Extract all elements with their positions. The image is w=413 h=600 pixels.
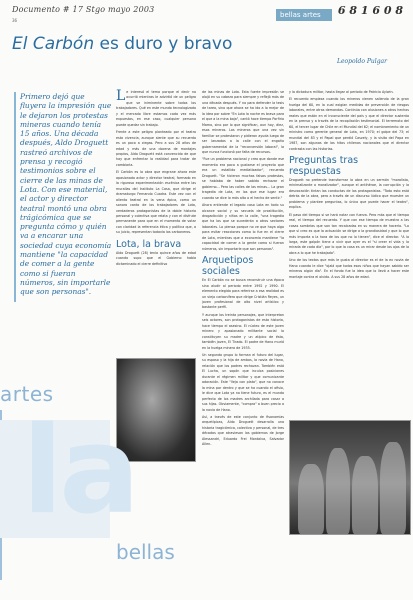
- cast-photo: [289, 420, 411, 535]
- article-title: [12, 34, 232, 54]
- paragraph: Le interesó el tema porque el decir no ocurrió mientras le advirtió de un peligro que se iniminente sobre todos los trabajadores. Qué en este mundo tecnologizado y el mercado libre estamos cada vez más expuestos, en ese caso, cualquier persona puede quedar sin trabajo.: [116, 88, 196, 127]
- decor-bellas: bellas: [116, 540, 175, 564]
- paragraph: El Carbón es la obra que engrane ahora este apasionado actor y director teatral, formado en la rigurosa experimentación escénica entre las murallas del Instituto La Casa, que dirige el dramaturgo Fernando Cuadra. Este vez con el aliento teatral en la vena épica, como un sonoro canto de los trabajadores de Lota, verdaderos protagonistas de la doble historia personal y colectiva que relata y con el disfrute permanente para que en el momento de votar con claridad la referencia ética y política que, a su juicio, representan todavía los carboneros.: [116, 170, 196, 235]
- pull-quote-rule: [14, 92, 16, 302]
- paragraph: Droguett no pretende transformar la obra en un sermón "moralista, minimalizante o moralizador", aunque el antihéroe, la corrupción y la desvocación tintan las conductas de los protagonistas. "Todo esto está detrás de la obra, pero a través de un discurso lúdico que muestre un problema y plantee preguntas, lo único que puede hacer el teatro", explica.: [289, 177, 409, 210]
- subheading-arquetipos: Arquetipos sociales: [202, 255, 254, 278]
- subheading-lota: Lota, la brava: [116, 238, 182, 250]
- column-4: [289, 90, 409, 280]
- column-3: [202, 90, 284, 448]
- drop-cap: L: [116, 88, 126, 104]
- paragraph: y la dictadura militar, hasta llegar al período de Patricio Aylwin.: [289, 90, 394, 94]
- paragraph: El paso del tiempo si se hará notar con fuerza. Pero más que el tiempo real, el tiempo del recuerdo. Y que con ese tiempo de muestra a las cosas sombrías que son tan recalcadas en su manera de hacerlo. "Lo que sí creo es que la actuación se dirige a la grandiosidad y que lo que más importa a la hora de los que no lo tienen", dice el director. "A la larga, este galpón tiene a vivir que ayer es el "si creer el vida y la mirada de cada día", por lo que la cosa es un mirar desde los ojos de la obra a lo que he trabajado".: [289, 212, 409, 255]
- decor-la: la: [22, 402, 137, 541]
- paragraph: Frente a este peligro planteado por el teatro esta vivencia, aunque siente que su recuerdo es un poco a ciegas. Pero a sus 28 años de edad y más de una docena de montajes propios, Aldo Droguett está convencido de que hay que enfrentar la realidad para tratar de cambiarla.: [116, 130, 196, 167]
- title-italic: El Carbón: [12, 34, 95, 54]
- section-tab: bellas artes: [276, 9, 332, 21]
- paragraph: El recuerdo empieza cuando los mineros vienen saliendo de la gran huelga del 60, en la cual exigían medidas de prevención de riesgos laborales, entre otras demandas. Continúa con alusiones a otros hechos reales que están en el inconsciente del país y que el director sustenta en la prensa y a través de la recopilación testimonial. El terremoto del 60, el tercer lugar de Chile en el Mundial del 62; el nombramiento de un ministro como gerente general de Lota, en 1970; el golpe del 73; el mundial del 83 y el Papal que perdió Caszely, y la visita del Papa en 1987, son algunas de las hitos chilenos nacionales que el director contrasta con las historias.: [289, 97, 409, 151]
- title-rest: es duro y bravo: [94, 34, 233, 54]
- paragraph: Así, a través de este conjunto de fisonomías arquetípicas, Aldo Droguett desarrolla una historia tragicómica, colectiva y personal, de tres décadas que atraviesan los gobiernos de Jorge Alessandri, Eduardo Frei Montalva, Salvador Allen-: [202, 415, 284, 447]
- paragraph: En El Carbón no se busca reconstruir una época sino aludir al periodo entre 1992 y 1990. El elemento elegido para referirse a esa realidad es un viejo carbonífero que dirige Cristián Reyes, un joven profesional de alto nivel artístico y bastante perfil.: [202, 278, 284, 310]
- subheading-preguntas: Preguntas tras respuestas: [289, 154, 359, 177]
- page-number: 36: [12, 18, 18, 23]
- handwritten-id-note: 6 8 1 6 0 8: [337, 4, 403, 17]
- paragraph: Aldo Droguett (28) tenía quince años de edad cuando supo que el Gobierno había dictaminado el cierre definitivo: [116, 250, 196, 266]
- column-2: [116, 90, 196, 267]
- decor-artes: artes: [0, 382, 54, 406]
- paragraph: Uno de los textos que más le gusta al director es el de la ex novia de Hano cuando le dice "ojalá que todos esos niños que hayan sabido ser mineros algún día". En el fondo fue la idea que lo llevó a hacer este montaje contra el olvido. A sus 28 años de edad.: [289, 258, 409, 279]
- paragraph: Ahora entiende el legado caso Lota en todo su alcance social y su secuela de prostitución, drogadicción y niños en la calle, "una tragedia que ha los que se sucederán a otros sectores laborales. Lo piensa porque no ve que haya algo para evitar reacciones como lo fue en el cierre de Lota, mientras que a economía mantiene "la capacidad de comer a la gente como si fueran números, sin importarle que son personas".: [202, 203, 284, 251]
- paragraph: Y aunque los treinta personajes, que interpretan seis actores, son protagonistas de esta historia, hace tiempo el asesino. El núcleo de este joven minero y apasionado militante social lo constituyen su madre y un atípico de ésta, también joven, El Tirado. El padre de Hano murió en la huelga minera de 1935.: [202, 312, 284, 350]
- handwritten-source-note: Documento # 17 Stgo mayo 2003: [12, 5, 155, 14]
- paragraph: de las minas de Lota. Esta fuerte impresión se alojó en su cabeza para siempre y reflejó más de una década después. Y no para defender la tesis de tarea, sino que ahora se ha ido a lo mejor de la idea por sobre "En Lota la noche es brava para el que a la mina baja", cantó hace tiempo Porfirio Mamo, sino por lo que significan, aun hoy, diez, esos mineros. Los mineros que una vez sin familiar se protestaron y pidieron ayuda luego de ser lanzados a la calle con el engaño gubernamental de la "reconversión laboral", la que nunca funcionó por falta de recursos.: [202, 90, 284, 154]
- paragraph: Un segundo grupo lo forman el futuro del lugar, su esposo y la hija de ambos, la novia de Hano, relación que los padres rechazan. También está El Lucha, un sopón que inculca posiciones durante el régimen militar y que comunicante adoración. Este "Veja con plata", que no conoce la mina por dentro y que se ha cuando el ofisio, le dice que Lota ya no tiene futuro, es el mundo perfecto de los madres archilada para casar a sus hijas. Obviamente, "compra" a buen precio a la novia de Hano.: [202, 353, 284, 412]
- byline: Leopoldo Pulgar: [337, 58, 387, 65]
- paragraph: "Fue un problema nacional y creo que donde ese momento era poco a gustarse el proyecto que era un estallido mediatizador", recuerda Droguett. "Se hicieron muchas falsas protestas, se hablaba de haber sabido rechazar el gobierno... Pero las calles de las minas... La gran tragedia de Lota, en los que ese lugar era cuando se dice lo más alto o el hecho de sentir.": [202, 157, 284, 200]
- pull-quote: Primero dejó que fluyera la impresión que le dejaron los protestas mineras cuando tenía 15 años. Una década después, Aldo Droguett rastreó archivos de prensa y recogió testimonios sobre el cierre de las minas de Lota. Con ese material, el actor y director teatral montó una obra trágicómica que se pregunta cómo y quién va a encarar una sociedad cuya economía mantiene "la capacidad de comer a la gente como si fueran números, sin importarle que son personas".: [20, 92, 112, 297]
